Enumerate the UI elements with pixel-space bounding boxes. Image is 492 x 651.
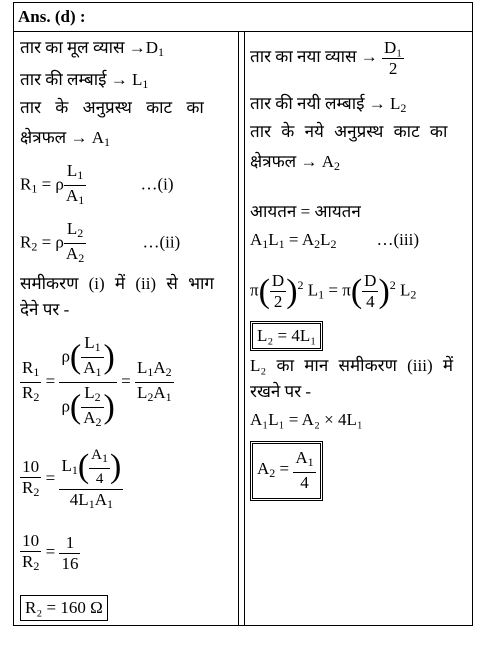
divide-instruction-1: समीकरण (i) में (ii) से भाग (20, 274, 215, 293)
simplified-equation: $\frac{10}{R_2}$ = $\frac{1}{16}$ (22, 530, 79, 573)
area-equation: A₁L₁ = A₂ × 4L₁ (250, 410, 363, 429)
substitute-text-2: रखने पर - (250, 382, 312, 401)
final-result: R₂ = 160 Ω (20, 595, 108, 621)
ratio-equation: $\frac{R_1}{R_2}$ = ρ( $\frac{L_1}{A_1}$ ) ρ( $\frac{L_2}{A_2}$ ) = $\frac{L_1A_2}{L_2A_1}$ (22, 333, 172, 429)
new-diameter: तार का नया व्यास → $\frac{\text{D₁}}{2}$ (250, 37, 403, 78)
equation-3: $A_1L_1 = A_2L_2$ …(iii) (250, 230, 419, 251)
new-area: क्षेत्रफल → $A_2$ (250, 152, 340, 173)
new-cross-section-text: तार के नये अनुप्रस्थ काट का (250, 122, 448, 141)
original-length: तार की लम्बाई → $L_1$ (20, 70, 149, 91)
answer-box (13, 2, 473, 626)
original-diameter: तार का मूल व्यास $\to D_1$ (20, 38, 165, 59)
substitution-equation: $\frac{10}{R_2}$ = $L_1$( $\frac{A_1}{4}$ ) $4L_1A_1$ (22, 447, 122, 511)
volume-equal: आयतन = आयतन (250, 202, 361, 221)
equation-2: $R_2 = \rho$ $\frac{L_2}{A_2}$ …(ii) (20, 219, 181, 265)
area-result: $A_2$ = $\frac{A_1}{4}$ (250, 441, 323, 501)
new-length: तार की नयी लम्बाई → $L_2$ (250, 94, 407, 115)
answer-label: Ans. (d) : (18, 7, 86, 26)
answer-header (14, 3, 472, 32)
divide-instruction-2: देने पर - (20, 300, 70, 319)
l2-result: L₂ = 4L₁ (250, 321, 323, 351)
cross-section-text: तार के अनुप्रस्थ काट का (20, 98, 204, 117)
equation-1: $R_1 = \rho$ $\frac{L_1}{A_1}$ …(i) (20, 161, 174, 207)
column-divider (238, 31, 239, 625)
volume-equation: π( $\frac{D}{2}$ )$^2$ $L_1 = \pi$( $\frac{D}{4}$ )$^2$ $L_2$ (250, 271, 417, 312)
substitute-text-1: L₂ का मान समीकरण (iii) में (250, 356, 454, 375)
original-area: क्षेत्रफल → $A_1$ (20, 128, 110, 149)
column-divider-2 (244, 31, 245, 625)
